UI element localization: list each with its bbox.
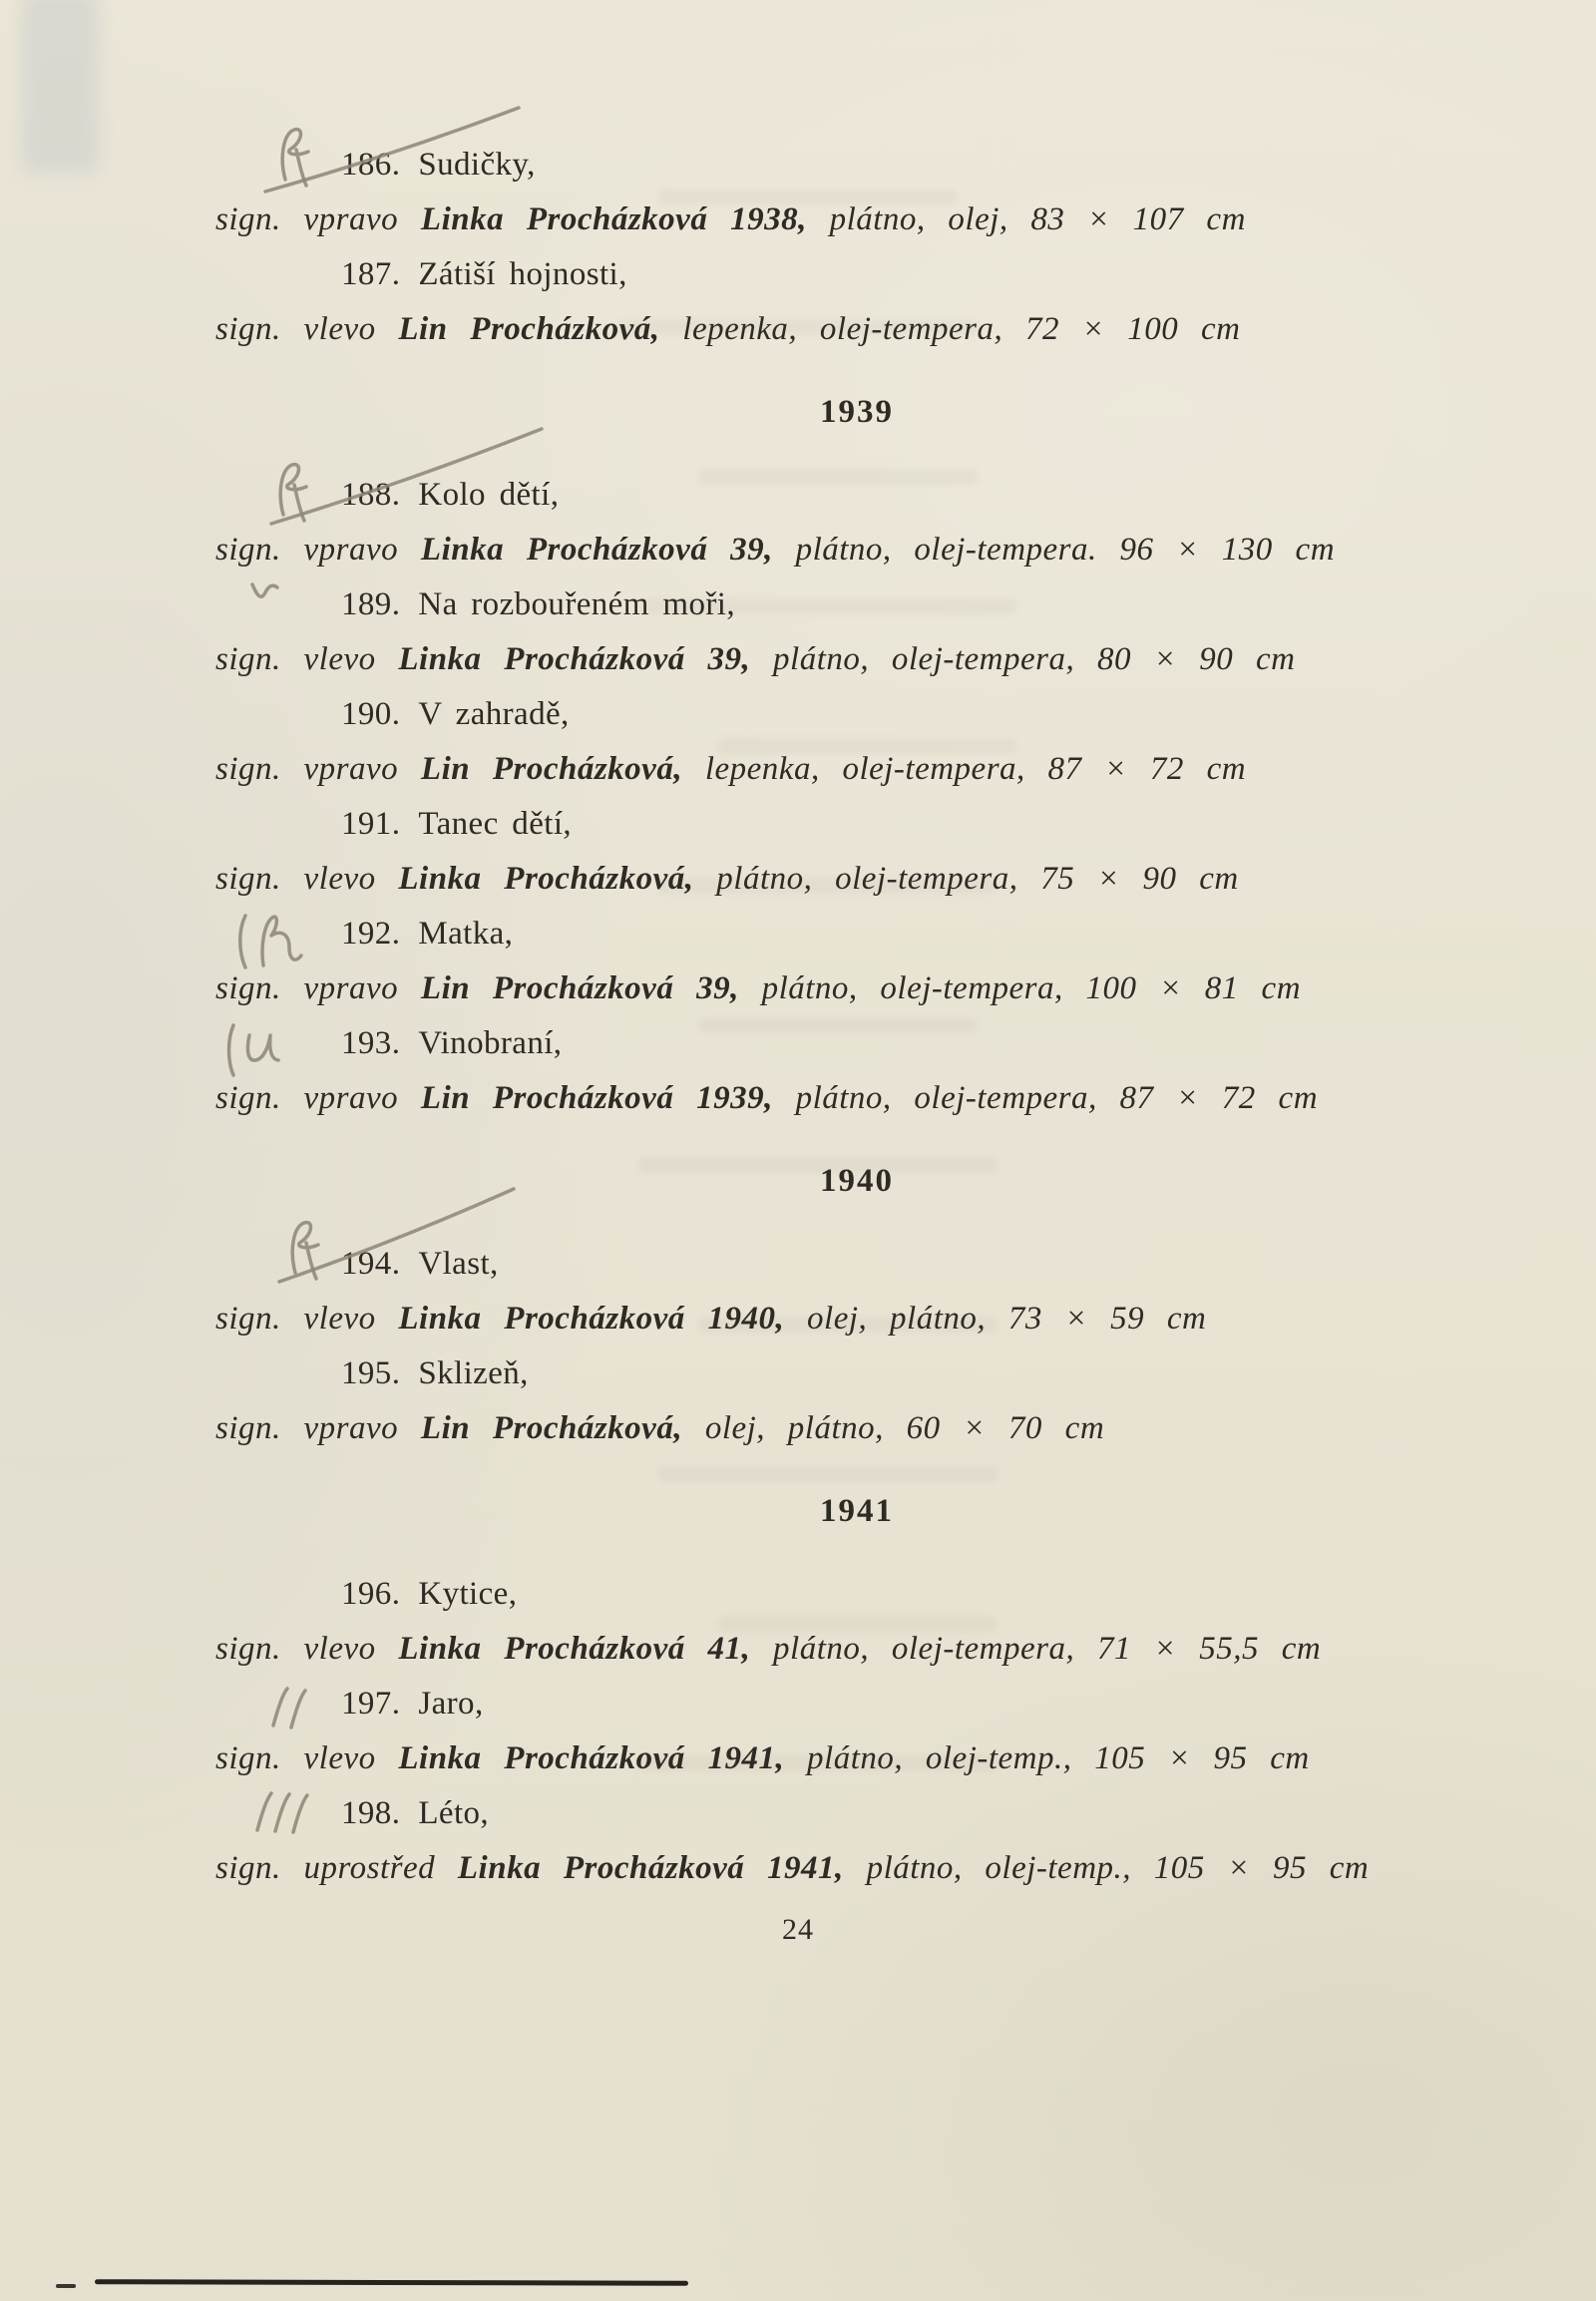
sign-position: sign. vpravo xyxy=(215,532,421,568)
entry-title-line xyxy=(215,1237,1498,1292)
entry-sign-line xyxy=(215,742,1498,797)
entry-title: Sklizeň, xyxy=(418,1355,529,1391)
sign-position: sign. vpravo xyxy=(215,751,421,787)
medium-dimensions: plátno, olej-tempera, 75 × 90 cm xyxy=(693,861,1239,897)
sign-position: sign. vpravo xyxy=(215,1080,421,1116)
entry-title: Kytice, xyxy=(418,1576,518,1612)
artist-signature: Linka Procházková 1940, xyxy=(398,1301,785,1337)
entry-number: 186. xyxy=(341,147,401,183)
artist-signature: Lin Procházková, xyxy=(398,311,660,347)
entry-sign-line xyxy=(215,1731,1498,1786)
entry-title-line xyxy=(215,687,1498,742)
entry-title-line xyxy=(215,247,1498,302)
catalog-list xyxy=(215,138,1498,1896)
artist-signature: Linka Procházková 41, xyxy=(398,1631,751,1667)
entry-title-line xyxy=(215,138,1498,192)
entry-title-line xyxy=(215,1786,1498,1841)
entry-number: 198. xyxy=(341,1795,401,1831)
entry-number: 193. xyxy=(341,1025,401,1061)
medium-dimensions: plátno, olej-temp., 105 × 95 cm xyxy=(843,1850,1370,1886)
entry-sign-line xyxy=(215,1292,1498,1346)
entry-title: Matka, xyxy=(418,916,514,952)
sign-position: sign. vlevo xyxy=(215,641,399,677)
entry-title: Vlast, xyxy=(418,1246,499,1282)
entry-number: 197. xyxy=(341,1686,401,1722)
entry-title-line xyxy=(215,1016,1498,1071)
scan-corner-shadow xyxy=(22,0,98,172)
entry-title: Vinobraní, xyxy=(418,1025,563,1061)
entry-sign-line xyxy=(215,302,1498,357)
sign-position: sign. vlevo xyxy=(215,311,399,347)
entry-sign-line xyxy=(215,632,1498,687)
medium-dimensions: olej, plátno, 60 × 70 cm xyxy=(682,1410,1105,1446)
entry-title: Kolo dětí, xyxy=(418,477,560,513)
entry-title: Na rozbouřeném moři, xyxy=(418,586,736,622)
entry-title-line xyxy=(215,1677,1498,1731)
entry-title: Jaro, xyxy=(418,1686,484,1722)
medium-dimensions: lepenka, olej-tempera, 87 × 72 cm xyxy=(682,751,1247,787)
entry-number: 195. xyxy=(341,1355,401,1391)
entry-title: Sudičky, xyxy=(418,147,536,183)
entry-number: 194. xyxy=(341,1246,401,1282)
next-page-edge-fragment xyxy=(56,2284,76,2288)
entry-number: 187. xyxy=(341,256,401,292)
medium-dimensions: plátno, olej, 83 × 107 cm xyxy=(806,201,1246,237)
medium-dimensions: lepenka, olej-tempera, 72 × 100 cm xyxy=(659,311,1241,347)
year-heading: 1940 xyxy=(820,1163,894,1199)
medium-dimensions: plátno, olej-tempera, 87 × 72 cm xyxy=(772,1080,1319,1116)
entry-sign-line xyxy=(215,1841,1498,1896)
artist-signature: Lin Procházková 1939, xyxy=(420,1080,773,1116)
artist-signature: Lin Procházková, xyxy=(420,1410,683,1446)
artist-signature: Linka Procházková 1938, xyxy=(420,201,807,237)
entry-sign-line xyxy=(215,523,1498,577)
medium-dimensions: olej, plátno, 73 × 59 cm xyxy=(784,1301,1207,1337)
entry-number: 191. xyxy=(341,806,401,842)
next-page-edge xyxy=(95,2279,688,2286)
entry-number: 188. xyxy=(341,477,401,513)
artist-signature: Lin Procházková, xyxy=(420,751,683,787)
sign-position: sign. uprostřed xyxy=(215,1850,458,1886)
artist-signature: Linka Procházková 39, xyxy=(420,532,773,568)
entry-title-line xyxy=(215,907,1498,961)
entry-title: Tanec dětí, xyxy=(418,806,573,842)
medium-dimensions: plátno, olej-temp., 105 × 95 cm xyxy=(784,1740,1310,1776)
entry-title: V zahradě, xyxy=(418,696,570,732)
sign-position: sign. vlevo xyxy=(215,1301,399,1337)
sign-position: sign. vlevo xyxy=(215,861,399,897)
entry-title-line xyxy=(215,1346,1498,1401)
medium-dimensions: plátno, olej-tempera, 100 × 81 cm xyxy=(738,970,1302,1006)
entry-title: Léto, xyxy=(418,1795,490,1831)
artist-signature: Linka Procházková 1941, xyxy=(398,1740,785,1776)
sign-position: sign. vpravo xyxy=(215,1410,421,1446)
entry-sign-line xyxy=(215,1622,1498,1677)
entry-title-line xyxy=(215,1567,1498,1622)
entry-number: 192. xyxy=(341,916,401,952)
entry-sign-line xyxy=(215,1071,1498,1126)
entry-number: 196. xyxy=(341,1576,401,1612)
entry-sign-line xyxy=(215,1401,1498,1456)
year-heading: 1939 xyxy=(820,394,894,430)
sign-position: sign. vlevo xyxy=(215,1740,399,1776)
medium-dimensions: plátno, olej-tempera. 96 × 130 cm xyxy=(772,532,1336,568)
entry-title-line xyxy=(215,577,1498,632)
artist-signature: Lin Procházková 39, xyxy=(420,970,739,1006)
medium-dimensions: plátno, olej-tempera, 71 × 55,5 cm xyxy=(750,1631,1322,1667)
entry-title-line xyxy=(215,797,1498,852)
artist-signature: Linka Procházková 39, xyxy=(398,641,751,677)
entry-sign-line xyxy=(215,852,1498,907)
sign-position: sign. vpravo xyxy=(215,201,421,237)
artist-signature: Linka Procházková, xyxy=(398,861,694,897)
entry-number: 190. xyxy=(341,696,401,732)
sign-position: sign. vpravo xyxy=(215,970,421,1006)
medium-dimensions: plátno, olej-tempera, 80 × 90 cm xyxy=(750,641,1296,677)
entry-sign-line xyxy=(215,961,1498,1016)
year-heading: 1941 xyxy=(820,1493,894,1529)
entry-number: 189. xyxy=(341,586,401,622)
entry-title: Zátiší hojnosti, xyxy=(418,256,627,292)
entry-sign-line xyxy=(215,192,1498,247)
page-number: 24 xyxy=(782,1913,814,1946)
entry-title-line xyxy=(215,468,1498,523)
sign-position: sign. vlevo xyxy=(215,1631,399,1667)
artist-signature: Linka Procházková 1941, xyxy=(457,1850,844,1886)
